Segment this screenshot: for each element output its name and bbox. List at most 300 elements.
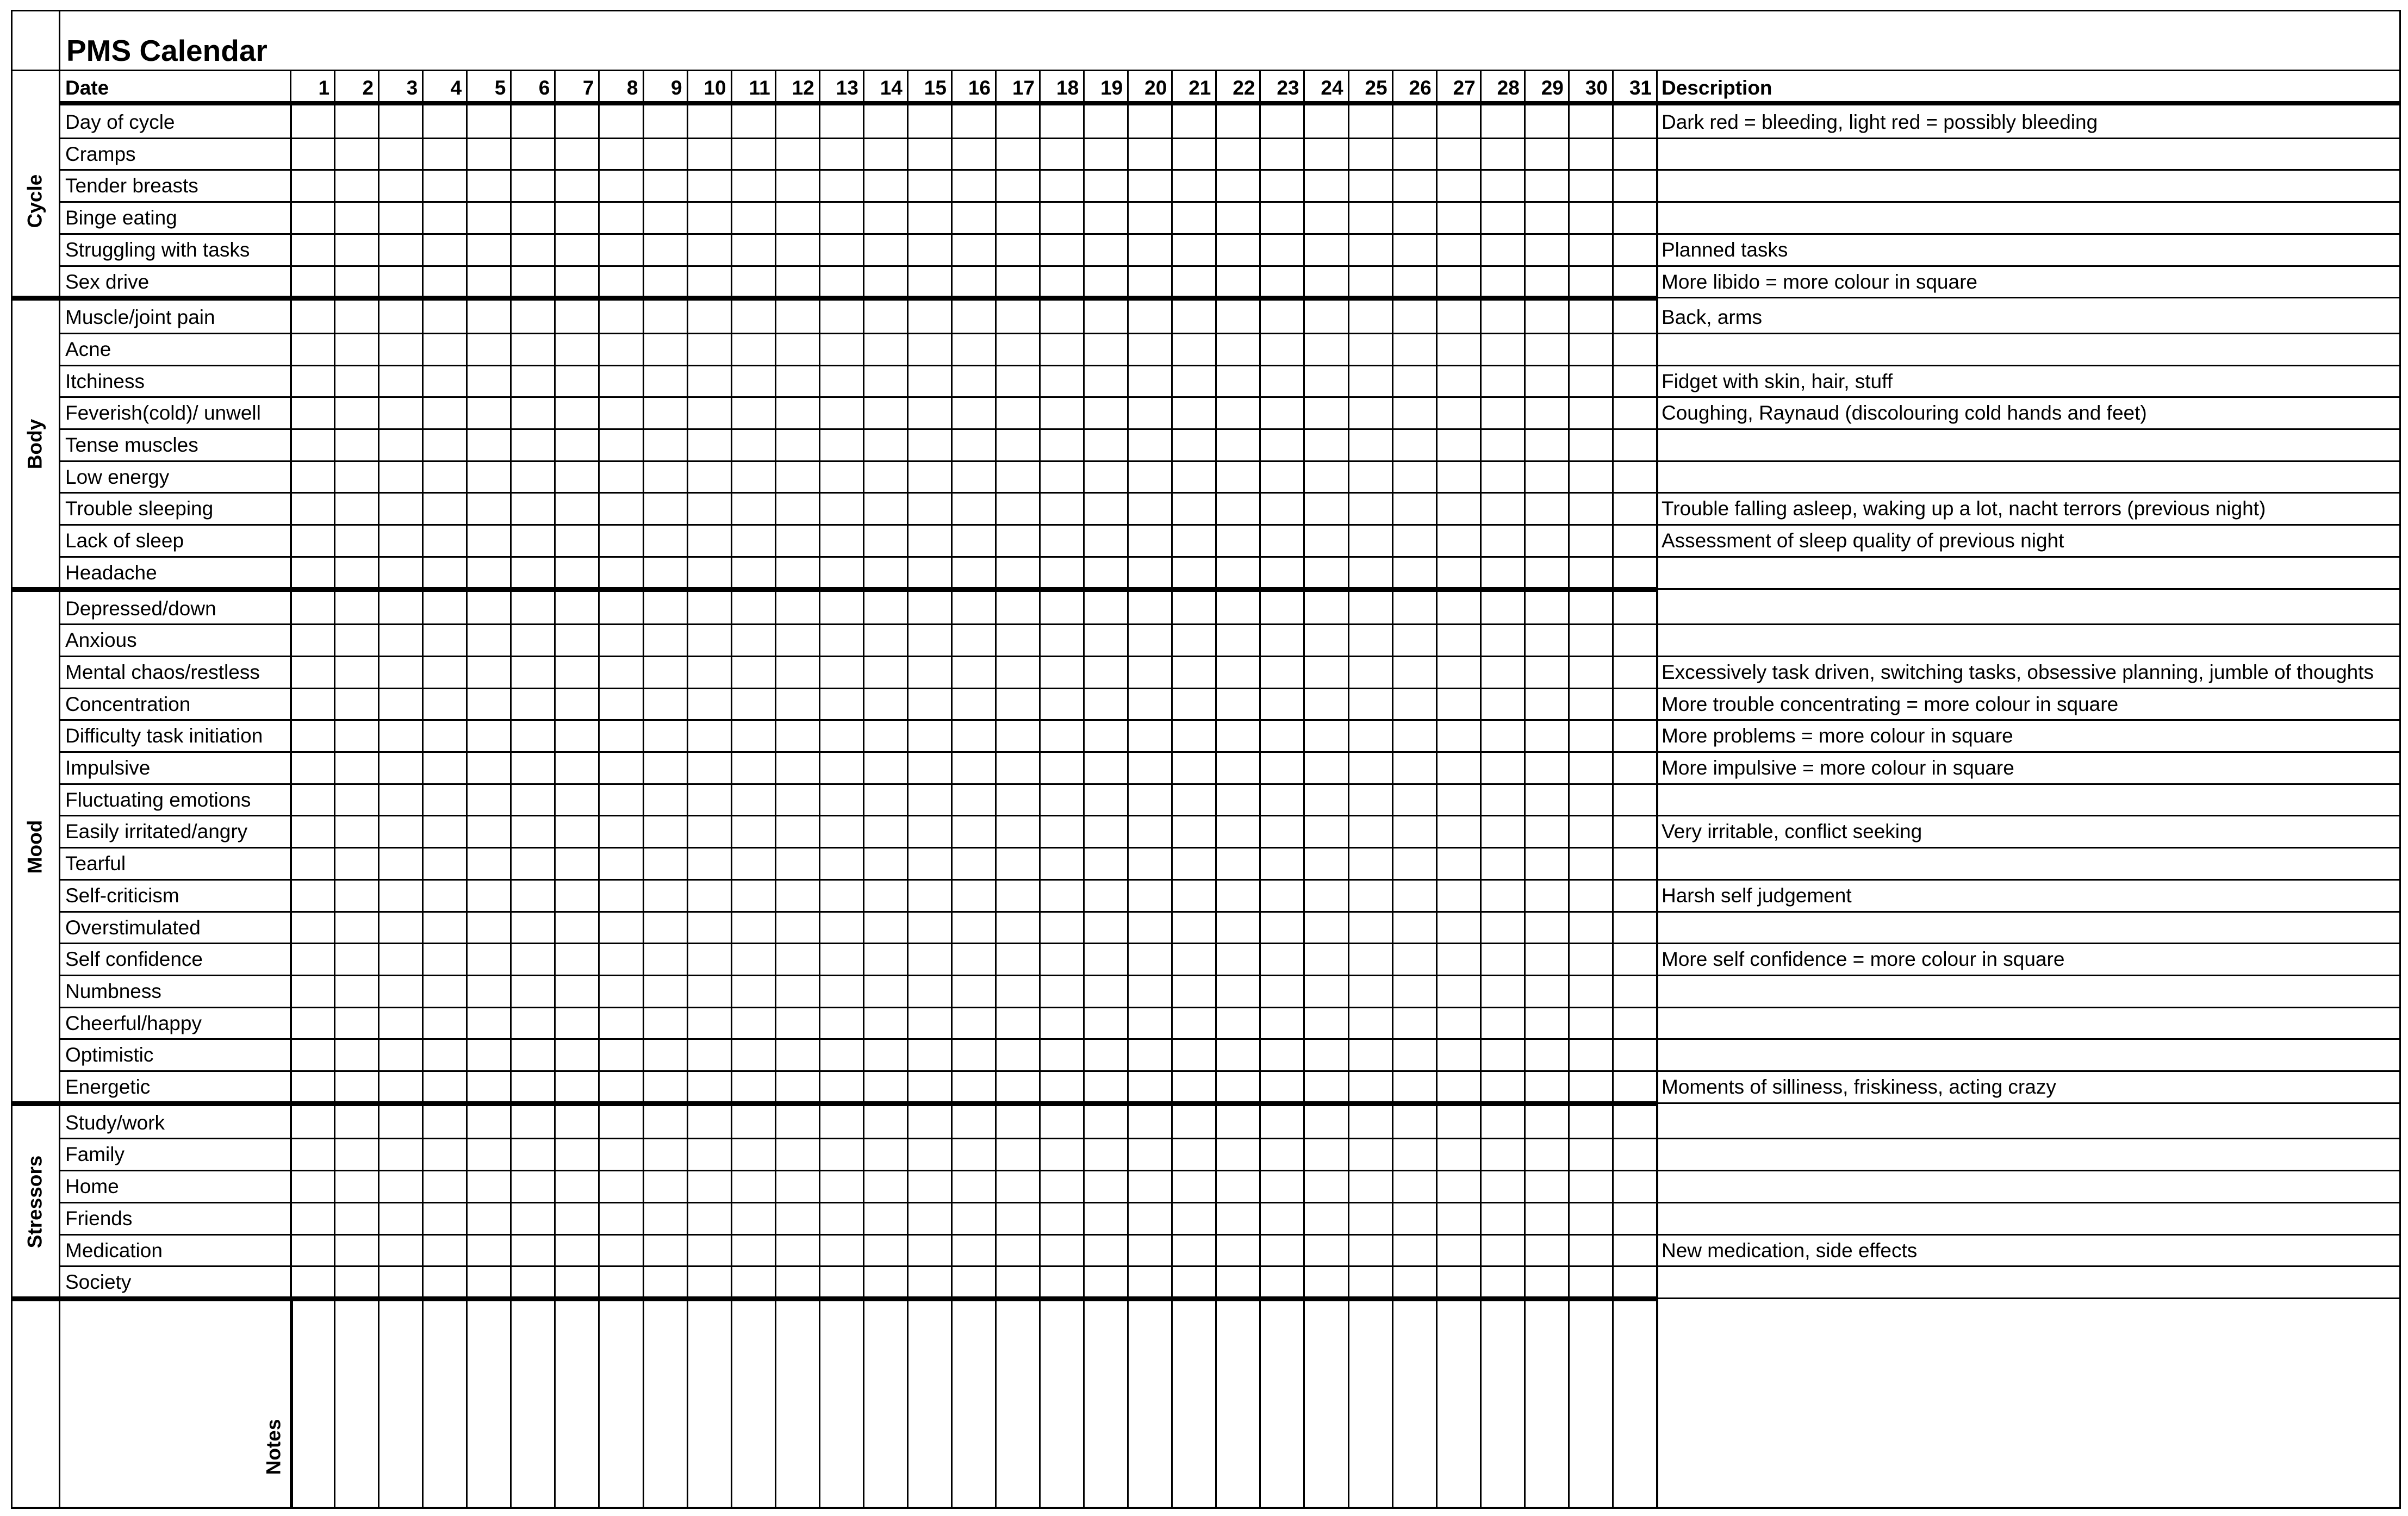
day-tracking-cell[interactable]: [1305, 1267, 1347, 1297]
day-tracking-cell[interactable]: [953, 366, 995, 396]
day-tracking-cell[interactable]: [512, 880, 554, 910]
day-tracking-cell[interactable]: [953, 1071, 995, 1102]
day-tracking-cell[interactable]: [1085, 1039, 1127, 1070]
day-tracking-cell[interactable]: [1570, 912, 1612, 943]
day-tracking-cell[interactable]: [1526, 593, 1568, 623]
day-tracking-cell[interactable]: [776, 1071, 819, 1102]
day-tracking-cell[interactable]: [512, 848, 554, 878]
day-tracking-cell[interactable]: [512, 1008, 554, 1038]
day-tracking-cell[interactable]: [1041, 1203, 1083, 1233]
day-tracking-cell[interactable]: [1393, 816, 1436, 846]
day-tracking-cell[interactable]: [1305, 625, 1347, 655]
day-tracking-cell[interactable]: [1041, 461, 1083, 492]
day-tracking-cell[interactable]: [1261, 1139, 1303, 1169]
day-tracking-cell[interactable]: [1173, 1139, 1215, 1169]
day-tracking-cell[interactable]: [997, 784, 1039, 815]
day-tracking-cell[interactable]: [556, 334, 598, 364]
day-tracking-cell[interactable]: [1438, 493, 1480, 523]
day-tracking-cell[interactable]: [1085, 1008, 1127, 1038]
day-tracking-cell[interactable]: [820, 107, 863, 137]
notes-day-cell[interactable]: [556, 1301, 598, 1506]
day-tracking-cell[interactable]: [776, 752, 819, 783]
day-tracking-cell[interactable]: [909, 461, 951, 492]
day-tracking-cell[interactable]: [1349, 880, 1392, 910]
day-tracking-cell[interactable]: [1173, 557, 1215, 588]
day-tracking-cell[interactable]: [600, 593, 642, 623]
day-tracking-cell[interactable]: [1217, 107, 1259, 137]
day-tracking-cell[interactable]: [291, 366, 334, 396]
day-tracking-cell[interactable]: [1526, 752, 1568, 783]
day-tracking-cell[interactable]: [688, 266, 731, 297]
day-tracking-cell[interactable]: [1393, 366, 1436, 396]
day-tracking-cell[interactable]: [732, 557, 775, 588]
day-tracking-cell[interactable]: [1482, 429, 1524, 460]
day-tracking-cell[interactable]: [953, 976, 995, 1006]
day-tracking-cell[interactable]: [1173, 170, 1215, 201]
day-tracking-cell[interactable]: [953, 944, 995, 974]
day-tracking-cell[interactable]: [468, 557, 510, 588]
day-tracking-cell[interactable]: [291, 1139, 334, 1169]
day-tracking-cell[interactable]: [1173, 944, 1215, 974]
day-tracking-cell[interactable]: [1349, 234, 1392, 265]
day-tracking-cell[interactable]: [1041, 334, 1083, 364]
day-tracking-cell[interactable]: [1305, 752, 1347, 783]
day-tracking-cell[interactable]: [556, 1071, 598, 1102]
day-tracking-cell[interactable]: [1085, 752, 1127, 783]
day-tracking-cell[interactable]: [1393, 1139, 1436, 1169]
day-tracking-cell[interactable]: [1217, 397, 1259, 428]
day-tracking-cell[interactable]: [1041, 720, 1083, 751]
day-tracking-cell[interactable]: [424, 816, 466, 846]
day-tracking-cell[interactable]: [335, 752, 378, 783]
day-tracking-cell[interactable]: [909, 1139, 951, 1169]
day-tracking-cell[interactable]: [1041, 429, 1083, 460]
day-tracking-cell[interactable]: [1041, 1008, 1083, 1038]
day-tracking-cell[interactable]: [556, 1203, 598, 1233]
day-tracking-cell[interactable]: [1217, 302, 1259, 332]
day-tracking-cell[interactable]: [997, 944, 1039, 974]
day-tracking-cell[interactable]: [688, 1071, 731, 1102]
day-tracking-cell[interactable]: [556, 1171, 598, 1201]
day-tracking-cell[interactable]: [688, 1203, 731, 1233]
day-tracking-cell[interactable]: [909, 202, 951, 233]
day-tracking-cell[interactable]: [512, 557, 554, 588]
day-tracking-cell[interactable]: [1261, 1071, 1303, 1102]
day-tracking-cell[interactable]: [953, 848, 995, 878]
day-tracking-cell[interactable]: [953, 170, 995, 201]
notes-day-cell[interactable]: [1614, 1301, 1656, 1506]
day-tracking-cell[interactable]: [909, 848, 951, 878]
day-tracking-cell[interactable]: [1173, 784, 1215, 815]
day-tracking-cell[interactable]: [600, 366, 642, 396]
day-tracking-cell[interactable]: [732, 334, 775, 364]
day-tracking-cell[interactable]: [1261, 557, 1303, 588]
day-tracking-cell[interactable]: [953, 461, 995, 492]
day-tracking-cell[interactable]: [1085, 944, 1127, 974]
day-tracking-cell[interactable]: [1041, 139, 1083, 169]
day-tracking-cell[interactable]: [424, 334, 466, 364]
day-tracking-cell[interactable]: [1217, 1008, 1259, 1038]
day-tracking-cell[interactable]: [1438, 1107, 1480, 1138]
day-tracking-cell[interactable]: [1305, 557, 1347, 588]
day-tracking-cell[interactable]: [953, 657, 995, 687]
day-tracking-cell[interactable]: [1393, 170, 1436, 201]
day-tracking-cell[interactable]: [1173, 493, 1215, 523]
day-tracking-cell[interactable]: [909, 752, 951, 783]
day-tracking-cell[interactable]: [556, 1139, 598, 1169]
day-tracking-cell[interactable]: [1305, 1008, 1347, 1038]
notes-day-cell[interactable]: [997, 1301, 1039, 1506]
day-tracking-cell[interactable]: [776, 429, 819, 460]
day-tracking-cell[interactable]: [1482, 1039, 1524, 1070]
day-tracking-cell[interactable]: [1393, 720, 1436, 751]
day-tracking-cell[interactable]: [1482, 266, 1524, 297]
day-tracking-cell[interactable]: [1217, 139, 1259, 169]
day-tracking-cell[interactable]: [1041, 366, 1083, 396]
day-tracking-cell[interactable]: [1393, 848, 1436, 878]
day-tracking-cell[interactable]: [1041, 557, 1083, 588]
day-tracking-cell[interactable]: [1614, 234, 1656, 265]
day-tracking-cell[interactable]: [732, 1235, 775, 1265]
day-tracking-cell[interactable]: [1085, 976, 1127, 1006]
day-tracking-cell[interactable]: [1173, 1171, 1215, 1201]
day-tracking-cell[interactable]: [1129, 1139, 1171, 1169]
day-tracking-cell[interactable]: [953, 1171, 995, 1201]
day-tracking-cell[interactable]: [1526, 461, 1568, 492]
day-tracking-cell[interactable]: [1570, 557, 1612, 588]
day-tracking-cell[interactable]: [909, 234, 951, 265]
day-tracking-cell[interactable]: [1438, 784, 1480, 815]
day-tracking-cell[interactable]: [556, 107, 598, 137]
day-tracking-cell[interactable]: [1173, 525, 1215, 556]
day-tracking-cell[interactable]: [864, 234, 907, 265]
day-tracking-cell[interactable]: [644, 234, 687, 265]
day-tracking-cell[interactable]: [864, 912, 907, 943]
day-tracking-cell[interactable]: [820, 912, 863, 943]
day-tracking-cell[interactable]: [556, 493, 598, 523]
day-tracking-cell[interactable]: [1041, 397, 1083, 428]
day-tracking-cell[interactable]: [1570, 848, 1612, 878]
day-tracking-cell[interactable]: [1261, 1203, 1303, 1233]
day-tracking-cell[interactable]: [644, 266, 687, 297]
day-tracking-cell[interactable]: [1041, 202, 1083, 233]
day-tracking-cell[interactable]: [600, 234, 642, 265]
day-tracking-cell[interactable]: [1173, 593, 1215, 623]
day-tracking-cell[interactable]: [732, 139, 775, 169]
day-tracking-cell[interactable]: [512, 625, 554, 655]
day-tracking-cell[interactable]: [688, 334, 731, 364]
day-tracking-cell[interactable]: [335, 912, 378, 943]
day-tracking-cell[interactable]: [1438, 1203, 1480, 1233]
day-tracking-cell[interactable]: [1173, 689, 1215, 719]
day-tracking-cell[interactable]: [1349, 593, 1392, 623]
day-tracking-cell[interactable]: [1085, 1071, 1127, 1102]
day-tracking-cell[interactable]: [379, 625, 422, 655]
day-tracking-cell[interactable]: [1393, 1203, 1436, 1233]
day-tracking-cell[interactable]: [600, 816, 642, 846]
day-tracking-cell[interactable]: [776, 593, 819, 623]
day-tracking-cell[interactable]: [1261, 848, 1303, 878]
day-tracking-cell[interactable]: [1614, 429, 1656, 460]
day-tracking-cell[interactable]: [1349, 1107, 1392, 1138]
day-tracking-cell[interactable]: [291, 107, 334, 137]
day-tracking-cell[interactable]: [1129, 302, 1171, 332]
day-tracking-cell[interactable]: [1173, 752, 1215, 783]
day-tracking-cell[interactable]: [1570, 429, 1612, 460]
day-tracking-cell[interactable]: [953, 139, 995, 169]
day-tracking-cell[interactable]: [556, 784, 598, 815]
day-tracking-cell[interactable]: [909, 593, 951, 623]
day-tracking-cell[interactable]: [1305, 976, 1347, 1006]
day-tracking-cell[interactable]: [776, 1008, 819, 1038]
day-tracking-cell[interactable]: [556, 880, 598, 910]
day-tracking-cell[interactable]: [1217, 525, 1259, 556]
day-tracking-cell[interactable]: [1261, 139, 1303, 169]
day-tracking-cell[interactable]: [644, 1071, 687, 1102]
day-tracking-cell[interactable]: [864, 816, 907, 846]
day-tracking-cell[interactable]: [379, 912, 422, 943]
day-tracking-cell[interactable]: [1129, 976, 1171, 1006]
day-tracking-cell[interactable]: [644, 784, 687, 815]
day-tracking-cell[interactable]: [1173, 266, 1215, 297]
day-tracking-cell[interactable]: [776, 1107, 819, 1138]
day-tracking-cell[interactable]: [1570, 461, 1612, 492]
day-tracking-cell[interactable]: [1129, 720, 1171, 751]
day-tracking-cell[interactable]: [997, 848, 1039, 878]
day-tracking-cell[interactable]: [1438, 429, 1480, 460]
day-tracking-cell[interactable]: [688, 976, 731, 1006]
day-tracking-cell[interactable]: [1129, 139, 1171, 169]
day-tracking-cell[interactable]: [1305, 689, 1347, 719]
day-tracking-cell[interactable]: [468, 397, 510, 428]
day-tracking-cell[interactable]: [1173, 397, 1215, 428]
day-tracking-cell[interactable]: [1041, 1171, 1083, 1201]
day-tracking-cell[interactable]: [1085, 1267, 1127, 1297]
day-tracking-cell[interactable]: [291, 657, 334, 687]
day-tracking-cell[interactable]: [1041, 976, 1083, 1006]
day-tracking-cell[interactable]: [1570, 366, 1612, 396]
day-tracking-cell[interactable]: [379, 816, 422, 846]
day-tracking-cell[interactable]: [379, 944, 422, 974]
day-tracking-cell[interactable]: [688, 461, 731, 492]
day-tracking-cell[interactable]: [953, 784, 995, 815]
day-tracking-cell[interactable]: [820, 461, 863, 492]
day-tracking-cell[interactable]: [732, 1039, 775, 1070]
day-tracking-cell[interactable]: [1349, 944, 1392, 974]
day-tracking-cell[interactable]: [644, 657, 687, 687]
day-tracking-cell[interactable]: [864, 266, 907, 297]
day-tracking-cell[interactable]: [1173, 1107, 1215, 1138]
day-tracking-cell[interactable]: [379, 170, 422, 201]
day-tracking-cell[interactable]: [997, 1171, 1039, 1201]
day-tracking-cell[interactable]: [512, 912, 554, 943]
day-tracking-cell[interactable]: [1438, 976, 1480, 1006]
day-tracking-cell[interactable]: [1085, 625, 1127, 655]
day-tracking-cell[interactable]: [1526, 366, 1568, 396]
notes-day-cell[interactable]: [1482, 1301, 1524, 1506]
day-tracking-cell[interactable]: [468, 1267, 510, 1297]
day-tracking-cell[interactable]: [600, 525, 642, 556]
day-tracking-cell[interactable]: [1041, 1139, 1083, 1169]
day-tracking-cell[interactable]: [732, 944, 775, 974]
day-tracking-cell[interactable]: [468, 880, 510, 910]
day-tracking-cell[interactable]: [291, 1039, 334, 1070]
day-tracking-cell[interactable]: [512, 689, 554, 719]
day-tracking-cell[interactable]: [468, 525, 510, 556]
notes-day-cell[interactable]: [645, 1301, 687, 1506]
day-tracking-cell[interactable]: [1085, 784, 1127, 815]
day-tracking-cell[interactable]: [1173, 1267, 1215, 1297]
day-tracking-cell[interactable]: [1526, 848, 1568, 878]
day-tracking-cell[interactable]: [864, 202, 907, 233]
day-tracking-cell[interactable]: [820, 1039, 863, 1070]
day-tracking-cell[interactable]: [1129, 1267, 1171, 1297]
day-tracking-cell[interactable]: [1349, 784, 1392, 815]
day-tracking-cell[interactable]: [688, 657, 731, 687]
day-tracking-cell[interactable]: [1349, 1039, 1392, 1070]
day-tracking-cell[interactable]: [512, 302, 554, 332]
day-tracking-cell[interactable]: [1217, 461, 1259, 492]
day-tracking-cell[interactable]: [1438, 944, 1480, 974]
day-tracking-cell[interactable]: [732, 397, 775, 428]
notes-day-cell[interactable]: [468, 1301, 510, 1506]
day-tracking-cell[interactable]: [1570, 593, 1612, 623]
day-tracking-cell[interactable]: [997, 1139, 1039, 1169]
day-tracking-cell[interactable]: [820, 720, 863, 751]
day-tracking-cell[interactable]: [909, 1267, 951, 1297]
day-tracking-cell[interactable]: [1614, 752, 1656, 783]
day-tracking-cell[interactable]: [1349, 397, 1392, 428]
day-tracking-cell[interactable]: [512, 1107, 554, 1138]
day-tracking-cell[interactable]: [1349, 525, 1392, 556]
day-tracking-cell[interactable]: [1305, 170, 1347, 201]
day-tracking-cell[interactable]: [1129, 397, 1171, 428]
day-tracking-cell[interactable]: [512, 1071, 554, 1102]
day-tracking-cell[interactable]: [1217, 1171, 1259, 1201]
day-tracking-cell[interactable]: [1129, 1039, 1171, 1070]
day-tracking-cell[interactable]: [1261, 784, 1303, 815]
day-tracking-cell[interactable]: [732, 366, 775, 396]
day-tracking-cell[interactable]: [820, 1203, 863, 1233]
day-tracking-cell[interactable]: [776, 1039, 819, 1070]
day-tracking-cell[interactable]: [379, 657, 422, 687]
day-tracking-cell[interactable]: [1393, 912, 1436, 943]
day-tracking-cell[interactable]: [1393, 1267, 1436, 1297]
day-tracking-cell[interactable]: [997, 1267, 1039, 1297]
day-tracking-cell[interactable]: [1217, 912, 1259, 943]
day-tracking-cell[interactable]: [732, 1107, 775, 1138]
day-tracking-cell[interactable]: [379, 1235, 422, 1265]
day-tracking-cell[interactable]: [732, 657, 775, 687]
day-tracking-cell[interactable]: [953, 429, 995, 460]
day-tracking-cell[interactable]: [1438, 334, 1480, 364]
day-tracking-cell[interactable]: [379, 593, 422, 623]
day-tracking-cell[interactable]: [291, 334, 334, 364]
day-tracking-cell[interactable]: [1614, 816, 1656, 846]
day-tracking-cell[interactable]: [1349, 1203, 1392, 1233]
day-tracking-cell[interactable]: [820, 1139, 863, 1169]
notes-day-cell[interactable]: [821, 1301, 863, 1506]
day-tracking-cell[interactable]: [1349, 1139, 1392, 1169]
day-tracking-cell[interactable]: [1305, 461, 1347, 492]
day-tracking-cell[interactable]: [1482, 625, 1524, 655]
day-tracking-cell[interactable]: [1173, 1235, 1215, 1265]
day-tracking-cell[interactable]: [644, 139, 687, 169]
day-tracking-cell[interactable]: [424, 1107, 466, 1138]
day-tracking-cell[interactable]: [379, 1107, 422, 1138]
day-tracking-cell[interactable]: [1217, 720, 1259, 751]
day-tracking-cell[interactable]: [600, 784, 642, 815]
day-tracking-cell[interactable]: [644, 816, 687, 846]
notes-day-cell[interactable]: [1261, 1301, 1303, 1506]
notes-day-cell[interactable]: [292, 1301, 334, 1506]
day-tracking-cell[interactable]: [291, 752, 334, 783]
day-tracking-cell[interactable]: [688, 1107, 731, 1138]
day-tracking-cell[interactable]: [1482, 1107, 1524, 1138]
day-tracking-cell[interactable]: [909, 1171, 951, 1201]
day-tracking-cell[interactable]: [1614, 1267, 1656, 1297]
day-tracking-cell[interactable]: [1526, 944, 1568, 974]
day-tracking-cell[interactable]: [820, 397, 863, 428]
notes-day-cell[interactable]: [1041, 1301, 1083, 1506]
day-tracking-cell[interactable]: [1085, 557, 1127, 588]
day-tracking-cell[interactable]: [997, 657, 1039, 687]
notes-day-cell[interactable]: [424, 1301, 466, 1506]
day-tracking-cell[interactable]: [688, 525, 731, 556]
day-tracking-cell[interactable]: [776, 493, 819, 523]
day-tracking-cell[interactable]: [379, 1071, 422, 1102]
day-tracking-cell[interactable]: [1393, 976, 1436, 1006]
day-tracking-cell[interactable]: [1217, 593, 1259, 623]
day-tracking-cell[interactable]: [644, 752, 687, 783]
day-tracking-cell[interactable]: [732, 593, 775, 623]
day-tracking-cell[interactable]: [600, 625, 642, 655]
day-tracking-cell[interactable]: [820, 880, 863, 910]
day-tracking-cell[interactable]: [424, 234, 466, 265]
day-tracking-cell[interactable]: [997, 107, 1039, 137]
day-tracking-cell[interactable]: [1482, 234, 1524, 265]
day-tracking-cell[interactable]: [1305, 139, 1347, 169]
day-tracking-cell[interactable]: [1393, 784, 1436, 815]
day-tracking-cell[interactable]: [1173, 139, 1215, 169]
day-tracking-cell[interactable]: [1526, 557, 1568, 588]
day-tracking-cell[interactable]: [468, 302, 510, 332]
day-tracking-cell[interactable]: [909, 784, 951, 815]
day-tracking-cell[interactable]: [1085, 170, 1127, 201]
day-tracking-cell[interactable]: [1041, 1267, 1083, 1297]
day-tracking-cell[interactable]: [1349, 752, 1392, 783]
day-tracking-cell[interactable]: [1129, 525, 1171, 556]
day-tracking-cell[interactable]: [556, 1107, 598, 1138]
day-tracking-cell[interactable]: [600, 139, 642, 169]
day-tracking-cell[interactable]: [864, 170, 907, 201]
day-tracking-cell[interactable]: [1393, 1071, 1436, 1102]
day-tracking-cell[interactable]: [379, 1139, 422, 1169]
day-tracking-cell[interactable]: [1482, 1203, 1524, 1233]
notes-day-cell[interactable]: [336, 1301, 378, 1506]
day-tracking-cell[interactable]: [1570, 202, 1612, 233]
day-tracking-cell[interactable]: [556, 593, 598, 623]
day-tracking-cell[interactable]: [1173, 720, 1215, 751]
day-tracking-cell[interactable]: [1305, 397, 1347, 428]
day-tracking-cell[interactable]: [1041, 689, 1083, 719]
day-tracking-cell[interactable]: [291, 944, 334, 974]
day-tracking-cell[interactable]: [820, 625, 863, 655]
day-tracking-cell[interactable]: [1085, 266, 1127, 297]
day-tracking-cell[interactable]: [644, 170, 687, 201]
day-tracking-cell[interactable]: [335, 525, 378, 556]
day-tracking-cell[interactable]: [820, 784, 863, 815]
